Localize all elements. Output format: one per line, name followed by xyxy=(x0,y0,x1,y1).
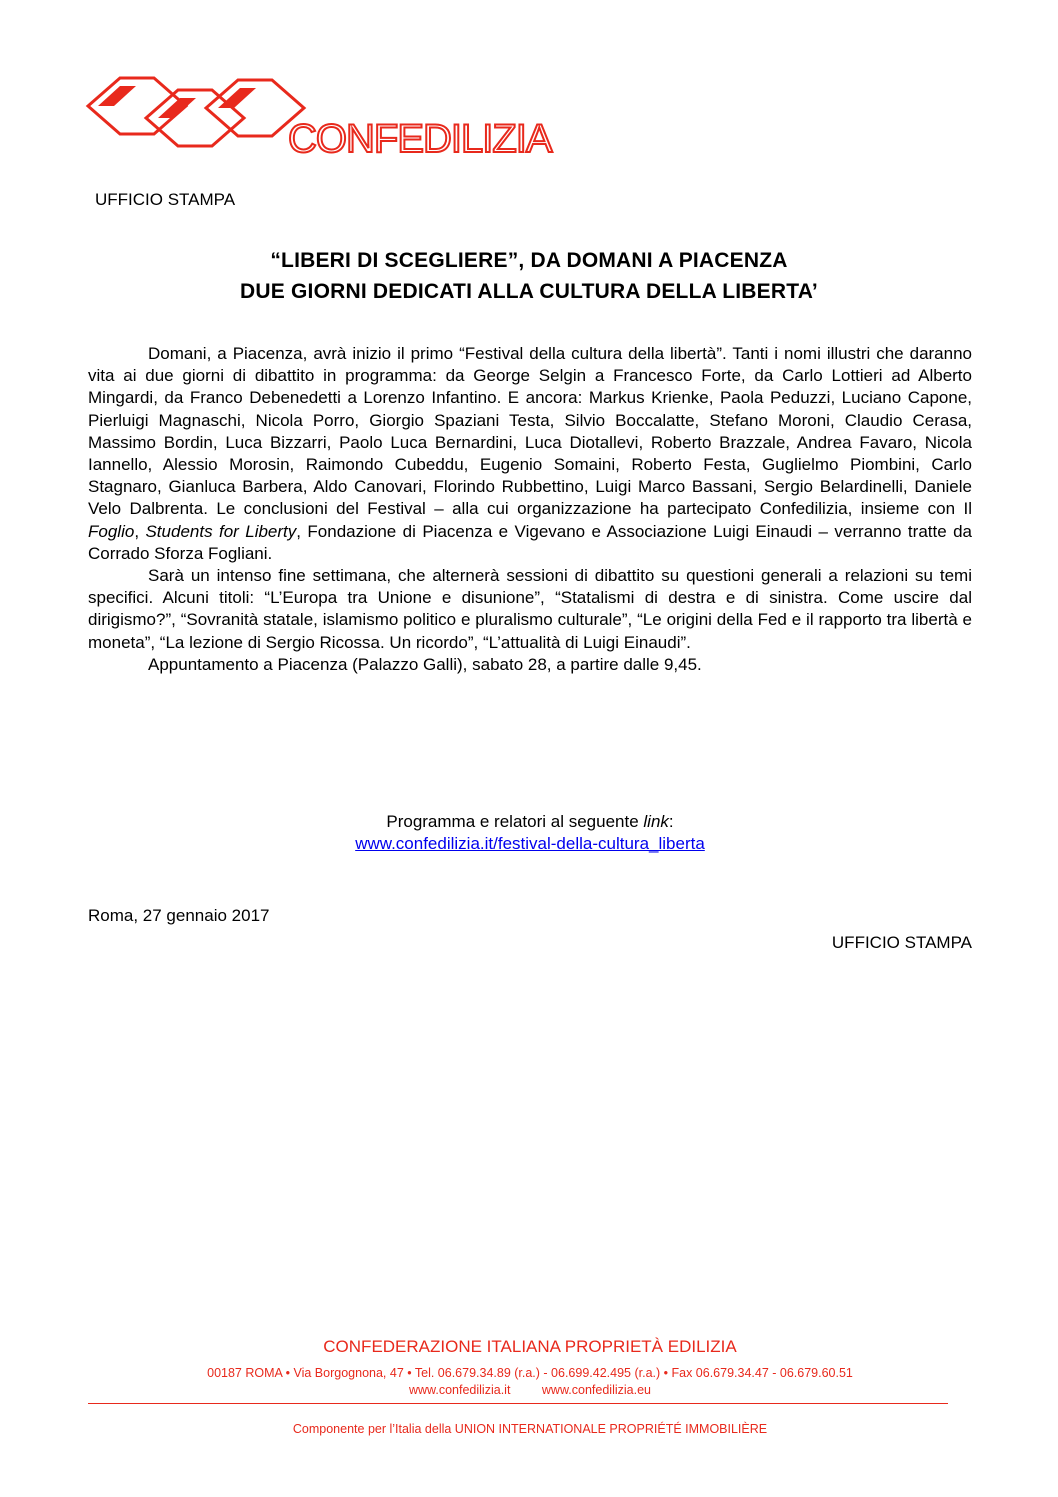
footer-web-it[interactable]: www.confedilizia.it xyxy=(408,1383,511,1397)
svg-text:CONFEDILIZIA: CONFEDILIZIA xyxy=(288,117,552,161)
footer-web-eu[interactable]: www.confedilizia.eu xyxy=(541,1383,651,1397)
article-body xyxy=(88,343,972,676)
paragraph-3: Appuntamento a Piacenza (Palazzo Galli), sabato 28, a partire dalle 9,45. xyxy=(148,654,702,674)
paragraph-2: Sarà un intenso fine settimana, che alternerà sessioni di dibattito su questioni generali a relazioni su temi specifici. Alcuni titoli: “L’Europa tra Unione e disunione”, “Statalismi di destra e di sinistra. Come uscire dal dirigismo?”, “Sovranità statale, islamismo politico e pluralismo culturale”, “Le origini della Fed e il rapporto tra libertà e moneta”, “La lezione di Sergio Ricossa. Un ricordo”, “L’attualità di Luigi Einaudi”. xyxy=(88,566,972,652)
page-title xyxy=(60,245,998,307)
signature-office: UFFICIO STAMPA xyxy=(831,933,972,952)
footer-websites xyxy=(88,1383,972,1397)
date-line: Roma, 27 gennaio 2017 xyxy=(88,906,270,925)
program-url-link[interactable]: www.confedilizia.it/festival-della-cultura_liberta xyxy=(355,834,705,853)
footer-address: 00187 ROMA • Via Borgognona, 47 • Tel. 06.679.34.89 (r.a.) - 06.699.42.495 (r.a.) • Fax 06.679.34.47 - 06.679.60.51 xyxy=(207,1366,853,1380)
footer-org-name: CONFEDERAZIONE ITALIANA PROPRIETÀ EDILIZIA xyxy=(323,1337,737,1356)
title-line-1: “LIBERI DI SCEGLIERE”, DA DOMANI A PIACENZA xyxy=(270,249,788,272)
footer-divider xyxy=(88,1403,948,1404)
students-for-liberty-italic: Students for Liberty xyxy=(145,521,297,541)
program-intro: Programma e relatori al seguente link: xyxy=(386,812,674,831)
program-link-block xyxy=(88,811,972,855)
confedilizia-logo-icon xyxy=(88,68,552,161)
footer xyxy=(88,1337,972,1397)
title-line-2: DUE GIORNI DEDICATI ALLA CULTURA DELLA LIBERTA’ xyxy=(240,280,818,303)
press-office-label: UFFICIO STAMPA xyxy=(95,190,236,209)
paragraph-1: Domani, a Piacenza, avrà inizio il primo “Festival della cultura della libertà”. Tanti i nomi illustri che daranno vita ai due giorni di dibattito in programma: da George Selgin a Francesco Forte, da Carlo Lottieri ad Alberto Mingardi, da Franco Debenedetti a Lorenzo Infantino. E ancora: Markus Krienke, Paola Peduzzi, Luciano Capone, Pierluigi Magnaschi, Nicola Porro, Giorgio Spaziani Testa, Silvio Boccalatte, Stefano Moroni, Claudio Cerasa, Massimo Bordin, Luca Bizzarri, Paolo Luca Bernardini, Luca Diotallevi, Roberto Brazzale, Andrea Favaro, Nicola Iannello, Alessio Morosin, Raimondo Cubeddu, Eugenio Somaini, Roberto Festa, Guglielmo Piombini, Carlo Stagnaro, Gianluca Barbera, Aldo Canovari, Florindo Rubbettino, Luigi Marco Bassani, Sergio Belardinelli, Daniele Velo Dalbrenta. Le conclusioni del Festival – alla cui organizzazione ha partecipato Confedilizia, insieme con Il Foglio, Students for Liberty, Fondazione di Piacenza e Vigevano e Associazione Luigi Einaudi – verranno tratte da Corrado Sforza Fogliani. xyxy=(88,344,972,563)
foglio-italic: Foglio xyxy=(88,521,135,541)
footer-membership: Componente per l’Italia della UNION INTERNATIONALE PROPRIÉTÉ IMMOBILIÈRE xyxy=(292,1422,768,1436)
confedilizia-logo xyxy=(88,68,552,161)
